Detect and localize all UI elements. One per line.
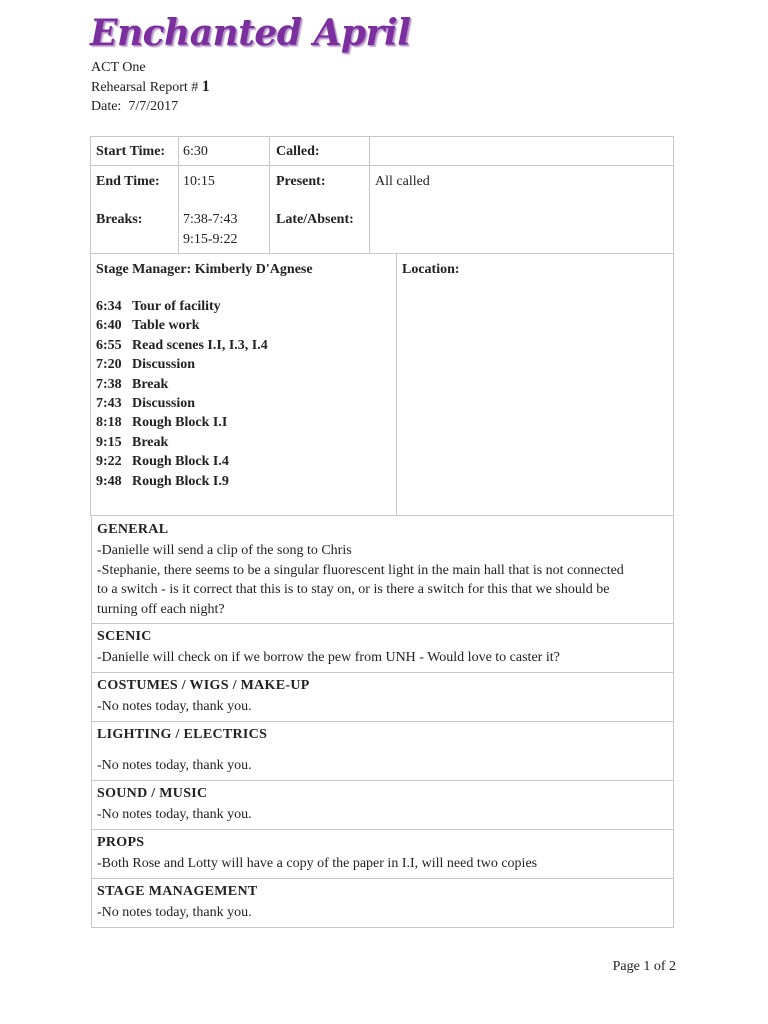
sound-heading: SOUND / MUSIC (97, 786, 208, 801)
general-note-line: -Stephanie, there seems to be a singular fluorescent light in the main hall that is not connected (97, 562, 624, 578)
report-number-line (91, 77, 210, 97)
general-note-line: turning off each night? (97, 601, 225, 617)
present-value: All called (375, 174, 430, 189)
breaks-value-1: 7:38-7:43 (183, 212, 238, 227)
schedule-activity: Table work (132, 318, 200, 334)
schedule-time: 6:34 (96, 299, 122, 314)
act-label: ACT One (91, 60, 146, 75)
schedule-activity: Rough Block I.I (132, 415, 228, 431)
date-line (91, 97, 178, 116)
schedule-item (96, 413, 268, 432)
props-section (91, 829, 674, 879)
stage-manager-name: Kimberly D'Agnese (194, 262, 313, 277)
schedule-activity: Discussion (132, 357, 196, 373)
schedule-activity: Discussion (132, 396, 196, 412)
schedule-activity: Read scenes I.I, I.3, I.4 (132, 337, 268, 353)
schedule-time: 7:38 (96, 376, 122, 392)
schedule-item (96, 297, 268, 316)
general-heading: GENERAL (97, 522, 169, 537)
stage-management-heading: STAGE MANAGEMENT (97, 884, 258, 899)
start-time-label: Start Time: (96, 144, 166, 159)
stage-manager-line (96, 260, 313, 279)
end-time-label: End Time: (96, 174, 160, 189)
schedule-item (96, 452, 268, 471)
rehearsal-schedule (96, 297, 268, 491)
props-note: -Both Rose and Lotty will have a copy of the paper in I.I, will need two copies (97, 856, 538, 871)
schedule-time: 7:43 (96, 396, 122, 412)
breaks-value-2: 9:15-9:22 (183, 232, 238, 247)
start-time-value: 6:30 (183, 144, 208, 159)
schedule-time: 9:15 (96, 434, 122, 450)
schedule-item (96, 472, 268, 491)
general-notes (97, 541, 667, 619)
schedule-item (96, 433, 268, 452)
general-section (91, 515, 674, 624)
called-label: Called: (276, 144, 320, 159)
costumes-section (91, 672, 674, 722)
report-number: 1 (201, 78, 210, 95)
lighting-note: -No notes today, thank you. (97, 758, 252, 773)
called-value-cell (369, 136, 674, 166)
props-heading: PROPS (97, 835, 145, 850)
stage-manager-label: Stage Manager: (96, 262, 192, 277)
date-label: Date: (91, 99, 122, 114)
scenic-section (91, 623, 674, 673)
schedule-activity: Break (132, 376, 169, 392)
schedule-item (96, 336, 268, 355)
lighting-section (91, 721, 674, 781)
present-label: Present: (276, 174, 326, 189)
breaks-label: Breaks: (96, 212, 143, 227)
schedule-activity: Tour of facility (132, 299, 221, 314)
schedule-item (96, 375, 268, 394)
late-absent-label: Late/Absent: (276, 212, 354, 227)
scenic-heading: SCENIC (97, 629, 152, 644)
schedule-time: 8:18 (96, 415, 122, 431)
sound-note: -No notes today, thank you. (97, 807, 252, 822)
schedule-item (96, 394, 268, 413)
document-title: Enchanted April (90, 12, 411, 54)
costumes-note: -No notes today, thank you. (97, 699, 252, 714)
schedule-item (96, 355, 268, 374)
date-value: 7/7/2017 (128, 99, 179, 114)
schedule-time: 9:48 (96, 473, 122, 489)
location-label: Location: (402, 262, 460, 277)
location-cell (396, 253, 674, 516)
schedule-activity: Rough Block I.9 (132, 473, 229, 489)
page-number: Page 1 of 2 (612, 959, 676, 974)
schedule-time: 9:22 (96, 454, 122, 470)
schedule-item (96, 316, 268, 335)
sound-section (91, 780, 674, 830)
schedule-time: 6:40 (96, 318, 122, 334)
schedule-time: 7:20 (96, 357, 122, 373)
schedule-time: 6:55 (96, 337, 122, 353)
stage-management-section (91, 878, 674, 928)
end-time-value: 10:15 (183, 174, 215, 189)
report-label: Rehearsal Report # (91, 80, 202, 95)
schedule-activity: Break (132, 434, 169, 450)
general-note-line: -Danielle will send a clip of the song to Chris (97, 543, 352, 558)
costumes-heading: COSTUMES / WIGS / MAKE-UP (97, 678, 310, 693)
schedule-activity: Rough Block I.4 (132, 454, 229, 470)
lighting-heading: LIGHTING / ELECTRICS (97, 727, 268, 742)
general-note-line: to a switch - is it correct that this is to stay on, or is there a switch for this that we should be (97, 582, 610, 597)
scenic-note: -Danielle will check on if we borrow the pew from UNH - Would love to caster it? (97, 650, 560, 665)
stage-management-note: -No notes today, thank you. (97, 905, 252, 920)
